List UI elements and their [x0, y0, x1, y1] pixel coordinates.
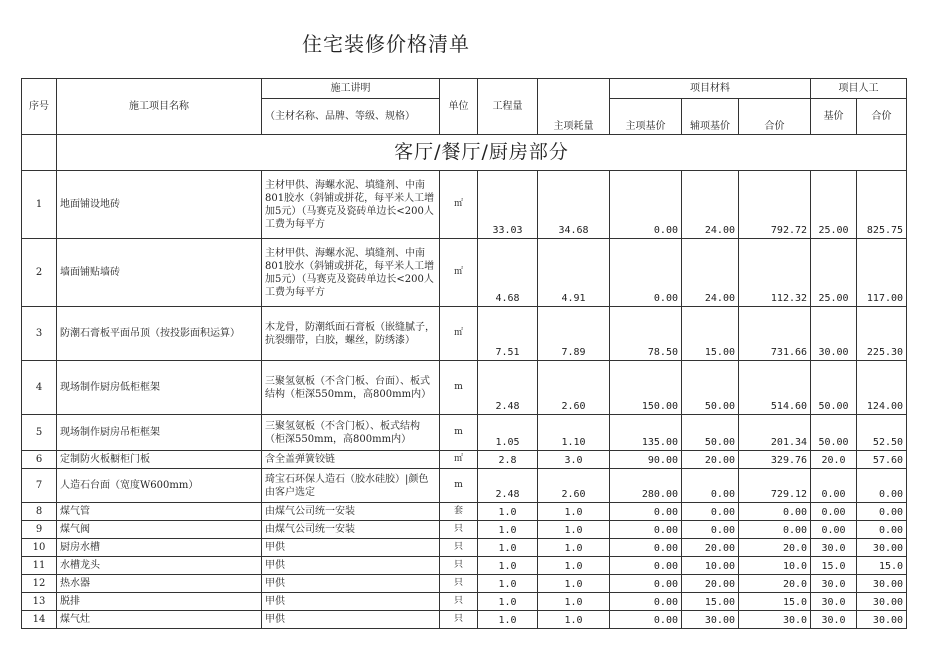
item-desc: 琦宝石环保人造石（胶水硅胶）|颜色由客户选定 — [262, 469, 440, 503]
item-quantity: 1.0 — [478, 521, 538, 539]
header-labor-total: 合价 — [857, 99, 907, 135]
item-labor-base: 50.00 — [811, 415, 857, 451]
item-subtotal: 20.0 — [739, 539, 811, 557]
item-subtotal: 10.0 — [739, 557, 811, 575]
item-desc: 木龙骨，防潮纸面石膏板（嵌缝腻子，抗裂绷带，白胶，螺丝，防绣漆） — [262, 307, 440, 361]
item-desc: 甲供 — [262, 539, 440, 557]
item-quantity: 1.0 — [478, 593, 538, 611]
item-name: 人造石台面（宽度W600mm） — [57, 469, 262, 503]
item-main-base-price: 0.00 — [610, 239, 682, 307]
item-subtotal: 201.34 — [739, 415, 811, 451]
item-main-base-price: 0.00 — [610, 171, 682, 239]
item-labor-base: 0.00 — [811, 469, 857, 503]
item-unit: m — [440, 361, 478, 415]
item-unit: 只 — [440, 611, 478, 629]
item-labor-total: 30.00 — [857, 611, 907, 629]
item-aux-base-price: 20.00 — [682, 451, 739, 469]
item-desc: 甲供 — [262, 557, 440, 575]
item-name: 煤气灶 — [57, 611, 262, 629]
header-unit: 单位 — [440, 79, 478, 135]
item-labor-base: 30.0 — [811, 575, 857, 593]
header-labor: 项目人工 — [811, 79, 907, 99]
item-aux-base-price: 0.00 — [682, 469, 739, 503]
item-subtotal: 329.76 — [739, 451, 811, 469]
item-aux-base-price: 0.00 — [682, 521, 739, 539]
item-aux-base-price: 10.00 — [682, 557, 739, 575]
item-desc: 甲供 — [262, 611, 440, 629]
item-desc: 含全盖弹簧铰链 — [262, 451, 440, 469]
item-main-base-price: 78.50 — [610, 307, 682, 361]
item-consumption: 1.0 — [538, 557, 610, 575]
table-row — [22, 611, 907, 629]
header-subtotal: 合价 — [739, 99, 811, 135]
item-quantity: 1.0 — [478, 539, 538, 557]
item-unit: ㎡ — [440, 451, 478, 469]
item-labor-total: 57.60 — [857, 451, 907, 469]
item-subtotal: 15.0 — [739, 593, 811, 611]
section-seq-cell — [22, 135, 57, 171]
row-seq: 6 — [22, 451, 57, 469]
item-quantity: 7.51 — [478, 307, 538, 361]
table-row — [22, 593, 907, 611]
item-aux-base-price: 24.00 — [682, 171, 739, 239]
item-labor-base: 30.0 — [811, 593, 857, 611]
item-consumption: 34.68 — [538, 171, 610, 239]
item-main-base-price: 150.00 — [610, 361, 682, 415]
header-aux-base-price: 辅项基价 — [682, 99, 739, 135]
item-desc: 主材甲供、海螺水泥、填缝剂、中南801胶水（斜铺或拼花，每平米人工增加5元）（马赛克及瓷砖单边长<200人工费为每平方 — [262, 171, 440, 239]
item-consumption: 2.60 — [538, 361, 610, 415]
header-main-consumption: 主项耗量 — [538, 79, 610, 135]
row-seq: 3 — [22, 307, 57, 361]
item-labor-total: 0.00 — [857, 469, 907, 503]
table-row — [22, 575, 907, 593]
item-quantity: 2.8 — [478, 451, 538, 469]
header-seq: 序号 — [22, 79, 57, 135]
item-unit: ㎡ — [440, 239, 478, 307]
item-labor-total: 30.00 — [857, 593, 907, 611]
item-aux-base-price: 20.00 — [682, 575, 739, 593]
item-consumption: 1.10 — [538, 415, 610, 451]
item-labor-base: 15.0 — [811, 557, 857, 575]
item-labor-base: 50.00 — [811, 361, 857, 415]
header-item-name: 施工项目名称 — [57, 79, 262, 135]
row-seq: 11 — [22, 557, 57, 575]
item-unit: 只 — [440, 539, 478, 557]
header-main-base-price: 主项基价 — [610, 99, 682, 135]
item-name: 煤气阀 — [57, 521, 262, 539]
item-main-base-price: 135.00 — [610, 415, 682, 451]
row-seq: 14 — [22, 611, 57, 629]
item-desc: 由煤气公司统一安装 — [262, 521, 440, 539]
item-labor-total: 124.00 — [857, 361, 907, 415]
item-name: 现场制作厨房低柜框架 — [57, 361, 262, 415]
item-quantity: 1.0 — [478, 611, 538, 629]
item-name: 现场制作厨房吊柜框架 — [57, 415, 262, 451]
table-row — [22, 415, 907, 451]
item-consumption: 2.60 — [538, 469, 610, 503]
header-row-1 — [22, 79, 907, 99]
item-consumption: 1.0 — [538, 611, 610, 629]
item-subtotal: 112.32 — [739, 239, 811, 307]
item-labor-total: 52.50 — [857, 415, 907, 451]
header-explanation-sub: （主材名称、品牌、等级、规格） — [262, 99, 440, 135]
item-aux-base-price: 24.00 — [682, 239, 739, 307]
item-quantity: 1.0 — [478, 503, 538, 521]
item-labor-total: 30.00 — [857, 575, 907, 593]
row-seq: 13 — [22, 593, 57, 611]
item-name: 定制防火板橱柜门板 — [57, 451, 262, 469]
row-seq: 8 — [22, 503, 57, 521]
item-consumption: 3.0 — [538, 451, 610, 469]
item-quantity: 1.0 — [478, 557, 538, 575]
row-seq: 2 — [22, 239, 57, 307]
item-labor-total: 0.00 — [857, 503, 907, 521]
price-list-table — [21, 78, 907, 629]
item-unit: 只 — [440, 575, 478, 593]
item-unit: 套 — [440, 503, 478, 521]
table-row — [22, 451, 907, 469]
item-labor-base: 30.00 — [811, 307, 857, 361]
item-quantity: 2.48 — [478, 361, 538, 415]
item-labor-total: 15.0 — [857, 557, 907, 575]
item-main-base-price: 0.00 — [610, 521, 682, 539]
item-name: 厨房水槽 — [57, 539, 262, 557]
item-aux-base-price: 50.00 — [682, 361, 739, 415]
item-aux-base-price: 50.00 — [682, 415, 739, 451]
item-main-base-price: 0.00 — [610, 593, 682, 611]
header-material: 项目材料 — [610, 79, 811, 99]
table-row — [22, 503, 907, 521]
item-unit: 只 — [440, 557, 478, 575]
item-labor-base: 30.0 — [811, 539, 857, 557]
table-row — [22, 469, 907, 503]
item-subtotal: 729.12 — [739, 469, 811, 503]
item-name: 墙面铺贴墙砖 — [57, 239, 262, 307]
row-seq: 7 — [22, 469, 57, 503]
item-subtotal: 20.0 — [739, 575, 811, 593]
item-unit: m — [440, 469, 478, 503]
item-main-base-price: 0.00 — [610, 557, 682, 575]
item-unit: ㎡ — [440, 171, 478, 239]
item-aux-base-price: 0.00 — [682, 503, 739, 521]
item-main-base-price: 0.00 — [610, 503, 682, 521]
item-labor-base: 25.00 — [811, 239, 857, 307]
item-consumption: 1.0 — [538, 593, 610, 611]
item-desc: 甲供 — [262, 593, 440, 611]
item-aux-base-price: 20.00 — [682, 539, 739, 557]
item-subtotal: 792.72 — [739, 171, 811, 239]
item-desc: 由煤气公司统一安装 — [262, 503, 440, 521]
table-row — [22, 539, 907, 557]
item-consumption: 4.91 — [538, 239, 610, 307]
item-labor-total: 117.00 — [857, 239, 907, 307]
row-seq: 10 — [22, 539, 57, 557]
item-labor-base: 20.0 — [811, 451, 857, 469]
row-seq: 9 — [22, 521, 57, 539]
item-unit: 只 — [440, 593, 478, 611]
section-title: 客厅/餐厅/厨房部分 — [57, 135, 907, 171]
section-row — [22, 135, 907, 171]
item-main-base-price: 90.00 — [610, 451, 682, 469]
item-labor-total: 0.00 — [857, 521, 907, 539]
document-title: 住宅装修价格清单 — [302, 32, 470, 56]
item-quantity: 2.48 — [478, 469, 538, 503]
item-name: 地面铺设地砖 — [57, 171, 262, 239]
row-seq: 4 — [22, 361, 57, 415]
table-row — [22, 239, 907, 307]
item-name: 防潮石膏板平面吊顶（按投影面积运算） — [57, 307, 262, 361]
item-labor-total: 30.00 — [857, 539, 907, 557]
item-desc: 三聚氢氨板（不含门板）、板式结构（柜深550mm，高800mm内） — [262, 415, 440, 451]
table-row — [22, 521, 907, 539]
item-unit: ㎡ — [440, 307, 478, 361]
item-name: 煤气管 — [57, 503, 262, 521]
item-consumption: 1.0 — [538, 503, 610, 521]
table-row — [22, 171, 907, 239]
item-consumption: 1.0 — [538, 539, 610, 557]
item-subtotal: 0.00 — [739, 503, 811, 521]
item-unit: m — [440, 415, 478, 451]
item-quantity: 1.05 — [478, 415, 538, 451]
table-row — [22, 361, 907, 415]
row-seq: 12 — [22, 575, 57, 593]
item-quantity: 33.03 — [478, 171, 538, 239]
item-consumption: 1.0 — [538, 521, 610, 539]
item-subtotal: 0.00 — [739, 521, 811, 539]
header-explanation: 施工讲明 — [262, 79, 440, 99]
item-subtotal: 514.60 — [739, 361, 811, 415]
item-subtotal: 30.0 — [739, 611, 811, 629]
item-unit: 只 — [440, 521, 478, 539]
item-labor-base: 30.0 — [811, 611, 857, 629]
item-main-base-price: 0.00 — [610, 611, 682, 629]
item-name: 水槽龙头 — [57, 557, 262, 575]
item-subtotal: 731.66 — [739, 307, 811, 361]
item-labor-total: 225.30 — [857, 307, 907, 361]
item-labor-base: 0.00 — [811, 521, 857, 539]
item-labor-base: 0.00 — [811, 503, 857, 521]
item-aux-base-price: 30.00 — [682, 611, 739, 629]
item-quantity: 4.68 — [478, 239, 538, 307]
table-row — [22, 557, 907, 575]
item-name: 热水器 — [57, 575, 262, 593]
item-quantity: 1.0 — [478, 575, 538, 593]
item-consumption: 7.89 — [538, 307, 610, 361]
item-desc: 甲供 — [262, 575, 440, 593]
table-row — [22, 307, 907, 361]
item-labor-total: 825.75 — [857, 171, 907, 239]
row-seq: 5 — [22, 415, 57, 451]
item-aux-base-price: 15.00 — [682, 593, 739, 611]
item-consumption: 1.0 — [538, 575, 610, 593]
item-aux-base-price: 15.00 — [682, 307, 739, 361]
row-seq: 1 — [22, 171, 57, 239]
header-quantity: 工程量 — [478, 79, 538, 135]
header-labor-base: 基价 — [811, 99, 857, 135]
item-labor-base: 25.00 — [811, 171, 857, 239]
item-main-base-price: 280.00 — [610, 469, 682, 503]
item-main-base-price: 0.00 — [610, 575, 682, 593]
item-main-base-price: 0.00 — [610, 539, 682, 557]
item-name: 脱排 — [57, 593, 262, 611]
item-desc: 主材甲供、海螺水泥、填缝剂、中南801胶水（斜铺或拼花，每平米人工增加5元）（马赛克及瓷砖单边长<200人工费为每平方 — [262, 239, 440, 307]
item-desc: 三聚氢氨板（不含门板、台面）、板式结构（柜深550mm，高800mm内） — [262, 361, 440, 415]
